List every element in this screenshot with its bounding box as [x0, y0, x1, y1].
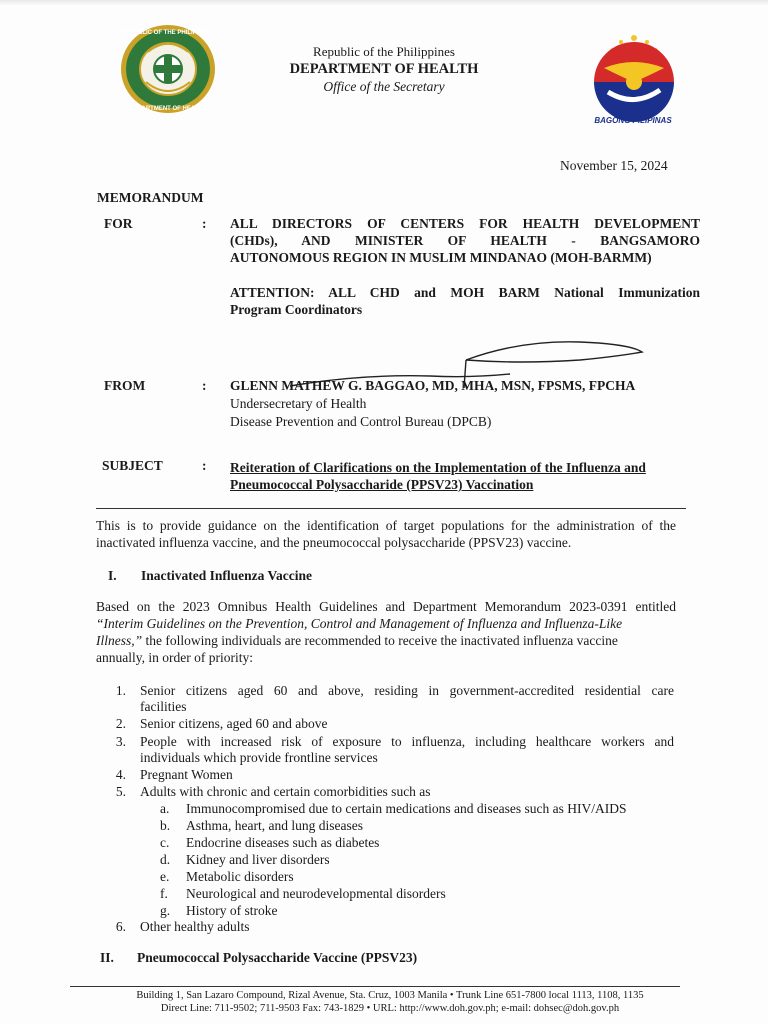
para-line-3-italic: Illness,”	[96, 633, 143, 648]
intro-line-2: inactivated influenza vaccine, and the pneumococcal polysaccharide (PPSV23) vaccine.	[96, 535, 572, 550]
sublist-letter: a.	[160, 801, 170, 816]
sublist-letter: b.	[160, 818, 171, 833]
memo-date: November 15, 2024	[560, 158, 668, 173]
list-num: 4.	[115, 767, 126, 782]
sublist-text: Asthma, heart, and lung diseases	[186, 818, 363, 833]
seal-text-top: REPUBLIC OF THE PHILIPPINES	[121, 30, 215, 36]
attention-line-1: ATTENTION: ALL CHD and MOH BARM National Immunization	[230, 285, 700, 300]
list-text: Senior citizens aged 60 and above, residing in government-accredited residential care	[140, 683, 674, 698]
subject-line-1: Reiteration of Clarifications on the Implementation of the Influenza and	[230, 460, 646, 475]
sublist-text: Metabolic disorders	[186, 869, 294, 884]
list-text: Other healthy adults	[140, 919, 250, 934]
sublist-text: Immunocompromised due to certain medications and diseases such as HIV/AIDS	[186, 801, 627, 816]
section-2-number: II.	[100, 950, 114, 965]
for-line-3: AUTONOMOUS REGION IN MUSLIM MINDANAO (MOH-BARMM)	[230, 250, 652, 265]
para-line-3-rest: the following individuals are recommended to receive the inactivated influenza vaccine	[142, 633, 618, 648]
from-label: FROM	[104, 378, 146, 393]
from-office: Disease Prevention and Control Bureau (DPCB)	[230, 414, 492, 429]
for-line-1: ALL DIRECTORS OF CENTERS FOR HEALTH DEVELOPMENT	[230, 216, 700, 231]
bagong-pilipinas-label: BAGONG PILIPINAS	[594, 116, 672, 125]
attention-line-2: Program Coordinators	[230, 302, 363, 317]
sublist-letter: e.	[160, 869, 170, 884]
section-2-title: Pneumococcal Polysaccharide Vaccine (PPSV23)	[137, 950, 418, 965]
subject-divider	[96, 508, 686, 509]
list-text: People with increased risk of exposure to influenza, including healthcare workers and	[140, 734, 674, 749]
department-title: DEPARTMENT OF HEALTH	[289, 61, 479, 77]
footer-address: Building 1, San Lazaro Compound, Rizal Avenue, Sta. Cruz, 1003 Manila • Trunk Line 651-7800 local 1113, 1108, 1135	[136, 990, 644, 1001]
list-text-cont: facilities	[140, 699, 187, 714]
republic-text: Republic of the Philippines	[313, 44, 455, 59]
list-text: Senior citizens, aged 60 and above	[140, 716, 328, 731]
sublist-text: Neurological and neurodevelopmental disorders	[186, 886, 446, 901]
list-num: 5.	[115, 784, 126, 799]
para-line-1: Based on the 2023 Omnibus Health Guidelines and Department Memorandum 2023-0391 entitled	[96, 599, 676, 614]
list-num: 6.	[115, 919, 126, 934]
for-label: FOR	[104, 216, 133, 231]
from-colon: :	[202, 378, 207, 393]
list-text: Pregnant Women	[140, 767, 233, 782]
para-line-4: annually, in order of priority:	[96, 650, 253, 665]
sublist-text: History of stroke	[186, 903, 278, 918]
list-text: Adults with chronic and certain comorbidities such as	[140, 784, 431, 799]
from-title: Undersecretary of Health	[230, 396, 367, 411]
list-num: 1.	[115, 683, 126, 698]
sublist-letter: g.	[160, 903, 171, 918]
for-line-2: (CHDs), AND MINISTER OF HEALTH - BANGSAMORO	[230, 233, 700, 248]
seal-text-bottom: DEPARTMENT OF HEALTH	[129, 106, 207, 112]
office-text: Office of the Secretary	[323, 79, 445, 94]
list-text-cont: individuals which provide frontline services	[140, 750, 378, 765]
section-1-number: I.	[108, 568, 117, 583]
for-colon: :	[202, 216, 207, 231]
sublist-letter: d.	[160, 852, 171, 867]
intro-line-1: This is to provide guidance on the identification of target populations for the administration of the	[96, 518, 676, 533]
subject-colon: :	[202, 458, 207, 473]
sublist-text: Endocrine diseases such as diabetes	[186, 835, 380, 850]
sublist-letter: c.	[160, 835, 170, 850]
subject-label: SUBJECT	[102, 458, 163, 473]
para-line-2: “Interim Guidelines on the Prevention, Control and Management of Influenza and Influenza-Like	[96, 616, 623, 631]
subject-line-2: Pneumococcal Polysaccharide (PPSV23) Vaccination	[230, 477, 534, 492]
from-name: GLENN MATHEW G. BAGGAO, MD, MHA, MSN, FPSMS, FPCHA	[230, 378, 636, 393]
list-num: 3.	[115, 734, 126, 749]
memo-title: MEMORANDUM	[97, 190, 204, 205]
footer-divider	[70, 986, 680, 987]
footer-contact: Direct Line: 711-9502; 711-9503 Fax: 743-1829 • URL: http://www.doh.gov.ph; e-mail: dohsec@doh.gov.ph	[160, 1003, 620, 1014]
sublist-text: Kidney and liver disorders	[186, 852, 330, 867]
scan-edge	[0, 0, 768, 6]
bagong-pilipinas-logo	[588, 30, 680, 126]
para-line-3	[96, 633, 676, 649]
sublist-letter: f.	[160, 886, 168, 901]
list-num: 2.	[115, 716, 126, 731]
section-1-title: Inactivated Influenza Vaccine	[141, 568, 313, 583]
